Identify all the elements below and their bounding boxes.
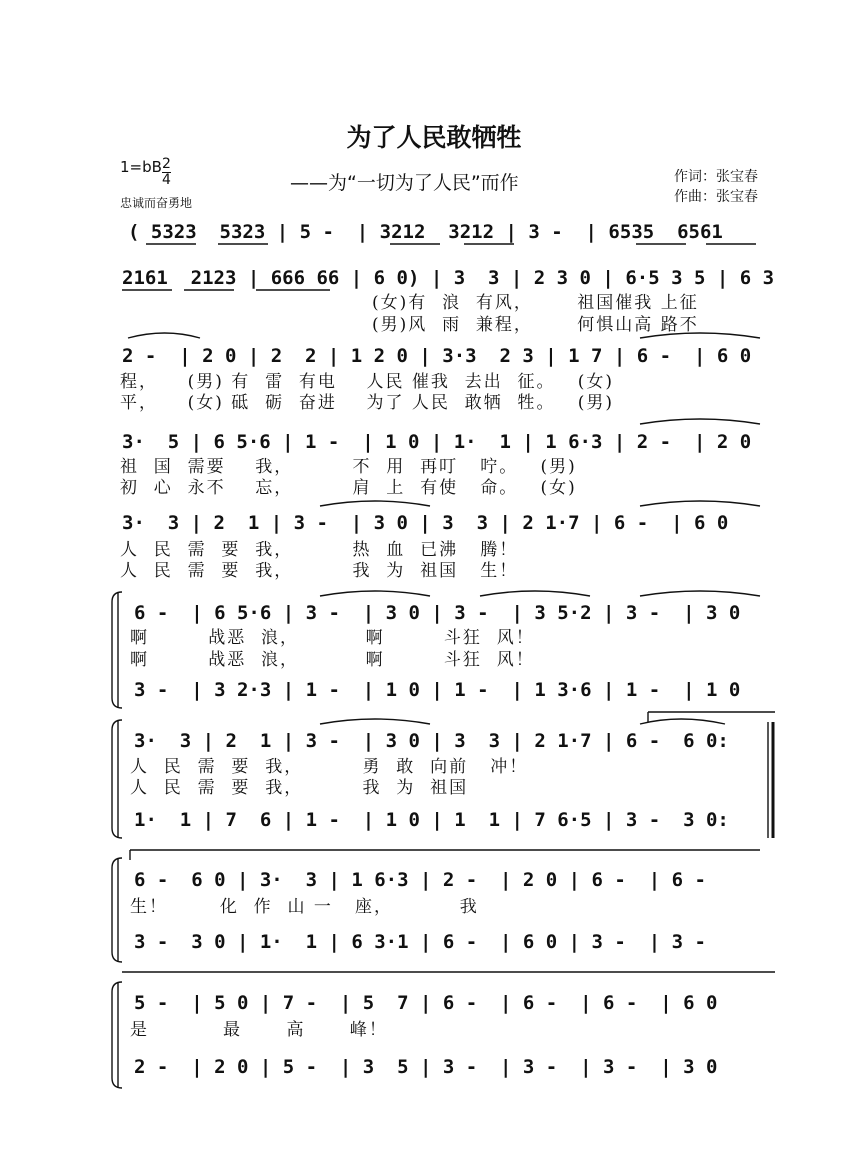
score-row-7-low-notes: 1· 1 | 7 6 | 1 - | 1 0 | 1 1 | 7 6·5 | 3 - 3 0: — [134, 809, 729, 831]
score-row-3-notes: 2 - | 2 0 | 2 2 | 1 2 0 | 3·3 2 3 | 1 7 | 6 - | 6 0 — [122, 345, 752, 367]
score-row-7-notes: 3· 3 | 2 1 | 3 - | 3 0 | 3 3 | 2 1·7 | 6 - 6 0: — [134, 730, 729, 752]
score-row-3-lyric-2: 平， (女) 砥 砺 奋进 为了 人民 敢牺 牲。 (男) — [120, 393, 615, 413]
score-row-6-low-notes: 3 - | 3 2·3 | 1 - | 1 0 | 1 - | 1 3·6 | 1 - | 1 0 — [134, 679, 741, 701]
composer: 作曲：张宝春 — [674, 189, 758, 205]
lyricist: 作词：张宝春 — [674, 169, 758, 185]
score-row-2-notes: 2161 2123 | 666 66 | 6 0) | 3 3 | 2 3 0 | 6·5 3 5 | 6 3 — [122, 267, 775, 289]
tempo-marking: 忠诚而奋勇地 — [120, 196, 193, 210]
score-row-6-lyric-1: 啊 战恶 浪， 啊 斗狂 风！ — [130, 628, 535, 648]
score-row-9-notes: 5 - | 5 0 | 7 - | 5 7 | 6 - | 6 - | 6 - | 6 0 — [134, 992, 718, 1014]
score-row-5-lyric-1: 人 民 需 要 我， 热 血 已沸 腾！ — [120, 540, 519, 560]
score-row-9-lyric-1: 是 最 高 峰！ — [130, 1020, 388, 1040]
score-row-3-lyric-1: 程， (男) 有 雷 有电 人民 催我 去出 征。 (女) — [120, 372, 615, 392]
score-row-7-lyric-2: 人 民 需 要 我， 我 为 祖国 — [130, 778, 469, 798]
score-row-6-lyric-2: 啊 战恶 浪， 啊 斗狂 风！ — [130, 650, 535, 670]
score-row-2-lyric-2: (男)风 雨 兼程， 何惧山高 路不 — [372, 315, 699, 335]
score-row-7-lyric-1: 人 民 需 要 我， 勇 敢 向前 冲！ — [130, 757, 529, 777]
score-row-6-notes: 6 - | 6 5·6 | 3 - | 3 0 | 3 - | 3 5·2 | 3 - | 3 0 — [134, 602, 741, 624]
score-row-5-notes: 3· 3 | 2 1 | 3 - | 3 0 | 3 3 | 2 1·7 | 6 - | 6 0 — [122, 512, 729, 534]
score-row-1-notes: ( 5323 5323 | 5 - | 3212 3212 | 3 - | 6535 6561 — [128, 221, 723, 243]
score-row-2-lyric-1: (女)有 浪 有风， 祖国催我 上征 — [372, 293, 699, 313]
score-row-8-notes: 6 - 6 0 | 3· 3 | 1 6·3 | 2 - | 2 0 | 6 - | 6 - — [134, 869, 706, 891]
score-row-4-lyric-2: 初 心 永不 忘， 肩 上 有使 命。 (女) — [120, 478, 577, 498]
time-numerator: 2 — [162, 156, 171, 172]
score-row-8-lyric-1: 生！ 化 作 山 一 座， 我 — [130, 897, 479, 917]
key-signature: 1=bB — [120, 158, 162, 176]
score-row-4-lyric-1: 祖 国 需要 我， 不 用 再叮 咛。 (男) — [120, 457, 577, 477]
page-title: 为了人民敢牺牲 — [346, 123, 522, 152]
score-row-9-low-notes: 2 - | 2 0 | 5 - | 3 5 | 3 - | 3 - | 3 - | 3 0 — [134, 1056, 718, 1078]
score-row-4-notes: 3· 5 | 6 5·6 | 1 - | 1 0 | 1· 1 | 1 6·3 | 2 - | 2 0 — [122, 431, 752, 453]
time-denominator: 4 — [162, 172, 171, 188]
subtitle: ——为“一切为了人民”而作 — [290, 172, 519, 194]
score-row-5-lyric-2: 人 民 需 要 我， 我 为 祖国 生！ — [120, 561, 519, 581]
score-row-8-low-notes: 3 - 3 0 | 1· 1 | 6 3·1 | 6 - | 6 0 | 3 - | 3 - — [134, 931, 706, 953]
